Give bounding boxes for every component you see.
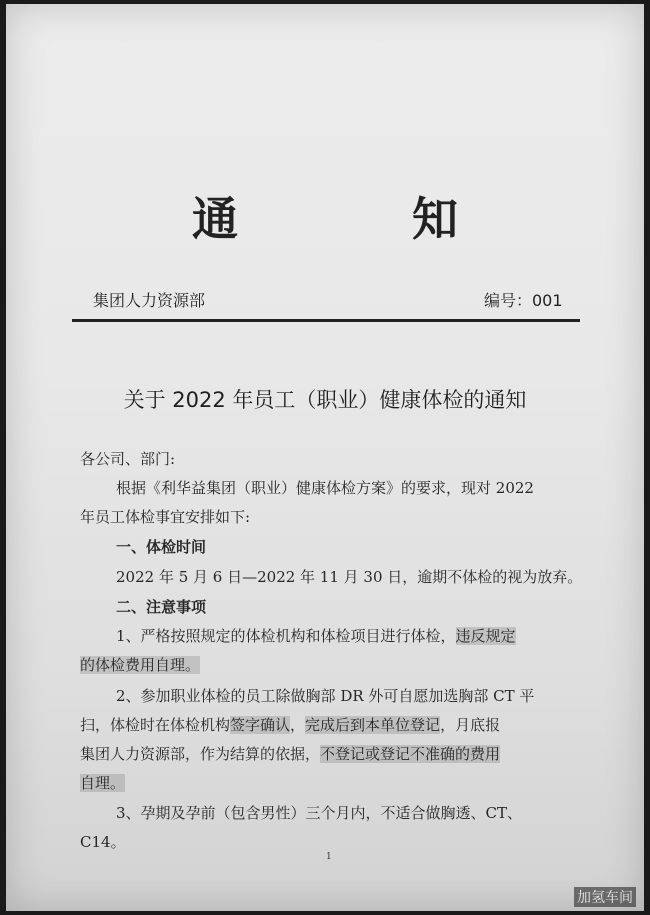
item-2-line-1: 2、参加职业体检的员工除做胸部 DR 外可自愿加选胸部 CT 平 bbox=[116, 687, 535, 705]
item-3-line-1: 3、孕期及孕前（包含男性）三个月内，不适合做胸透、CT、 bbox=[116, 804, 523, 822]
salutation: 各公司、部门: bbox=[80, 450, 176, 468]
item-2-text-f: 集团人力资源部，作为结算的依据， bbox=[80, 745, 321, 763]
item-2-comma: ， bbox=[290, 716, 306, 734]
title-char-2: 知 bbox=[412, 192, 458, 246]
item-2-text-a: 扫，体检时在体检机构 bbox=[80, 716, 231, 734]
highlight-violation: 违反规定 bbox=[455, 627, 516, 645]
item-2-line-2 bbox=[80, 714, 580, 735]
item-2-line-4 bbox=[80, 772, 580, 793]
title-char-1: 通 bbox=[192, 192, 238, 246]
document-title bbox=[0, 183, 650, 246]
highlight-self-pay: 的体检费用自理。 bbox=[80, 656, 201, 674]
highlight-signature: 签字确认 bbox=[230, 716, 291, 734]
watermark: 加氢车间 bbox=[574, 887, 636, 907]
highlight-self-pay-2: 自理。 bbox=[80, 774, 126, 792]
section-1-text: 2022 年 5 月 6 日—2022 年 11 月 30 日，逾期不体检的视为放弃。 bbox=[116, 568, 583, 586]
item-2-line-3 bbox=[80, 743, 580, 764]
notice-heading: 关于 2022 年员工（职业）健康体检的通知 bbox=[123, 388, 527, 412]
page-number: 1 bbox=[326, 852, 332, 862]
section-2-title: 二、注意事项 bbox=[116, 598, 207, 616]
item-1-line-1 bbox=[116, 625, 616, 646]
item-2-text-e: ，月底报 bbox=[440, 716, 501, 734]
issuer: 集团人力资源部 bbox=[93, 291, 206, 310]
item-3-line-2: C14。 bbox=[80, 833, 126, 851]
document-number: 编号：001 bbox=[484, 291, 563, 310]
intro-line-2: 年员工体检事宜安排如下: bbox=[80, 508, 251, 526]
section-1-title: 一、体检时间 bbox=[116, 538, 207, 556]
highlight-unregistered: 不登记或登记不准确的费用 bbox=[320, 745, 501, 763]
intro-line-1: 根据《利华益集团（职业）健康体检方案》的要求，现对 2022 bbox=[116, 479, 534, 497]
item-1-line-2 bbox=[80, 654, 580, 675]
header-rule bbox=[72, 319, 580, 322]
highlight-register: 完成后到本单位登记 bbox=[305, 716, 441, 734]
item-1-text: 1、严格按照规定的体检机构和体检项目进行体检， bbox=[116, 627, 456, 645]
